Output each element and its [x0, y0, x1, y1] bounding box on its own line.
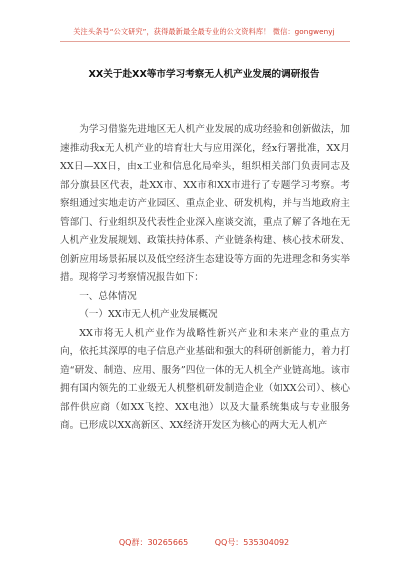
promo-banner: 关注头条号“公文研究”，获得最新最全最专业的公文资料库！ 微信：gongwenyj [73, 27, 335, 36]
section-heading: 一、总体情况 [79, 290, 137, 302]
footer-contact [0, 537, 408, 548]
footer-qq-group: QQ群：30265665 [118, 538, 189, 547]
intro-paragraph: 为学习借鉴先进地区无人机产业发展的成功经验和创新做法，加速推动我x无人机产业的培育壮大与应用深化，经x行署批准，XX月XX日—XX日，由x工业和信息化局牵头，组织相关部门负责同志及部分旗县区代表，赴XX市、XX市和XX市进行了专题学习考察。考察组通过实地走访产业园区、重点企业、研发机构，并与当地政府主管部门、行业组织及代表性企业深入座谈交流，重点了解了各地在无人机产业发展规划、政策扶持体系、产业链条构建、核心技术研发、创新应用场景拓展以及低空经济生态建设等方面的先进理念和务实举措。现将学习考察情况报告如下： [60, 124, 350, 283]
document-title: XX关于赴XX等市学习考察无人机产业发展的调研报告 [88, 69, 320, 80]
subsection-heading: （一）XX市无人机产业发展概况 [79, 309, 218, 320]
footer-qq-number: QQ号：535304092 [214, 538, 290, 547]
section-paragraph: XX市将无人机产业作为战略性新兴产业和未来产业的重点方向，依托其深厚的电子信息产业基础和强大的科研创新能力，着力打造“研发、制造、应用、服务”四位一体的无人机全产业链高地。该市拥有国内领先的工业级无人机整机研发制造企业（如XX公司）、核心部件供应商（如XX飞控、XX电池）以及大量系统集成与专业服务商。已形成以XX高新区、XX经济开发区为核心的两大无人机产 [60, 327, 350, 431]
document-body [60, 121, 350, 436]
banner-divider [60, 41, 350, 42]
